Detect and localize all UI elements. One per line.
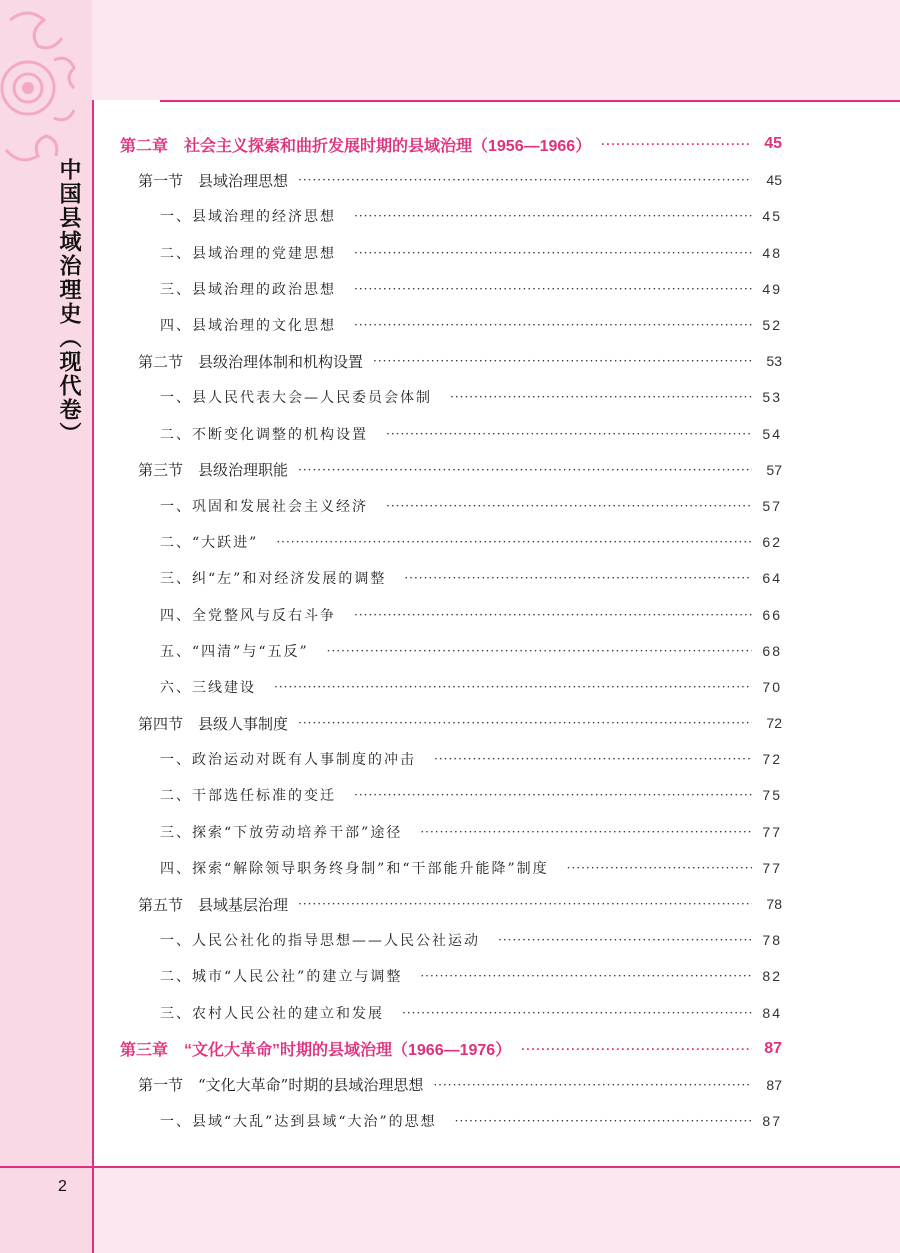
toc-page-number: 45 [764, 135, 782, 153]
toc-item-row [120, 958, 782, 994]
toc-item-row [120, 379, 782, 415]
toc-section-row [120, 705, 782, 741]
toc-page-number: 45 [762, 208, 782, 225]
toc-entry-title: 第二章 社会主义探索和曲折发展时期的县域治理（1956—1966） [120, 137, 592, 155]
toc-item-row [120, 777, 782, 813]
toc-leader-dots [298, 173, 752, 187]
toc-entry-title: 四、县域治理的文化思想 [160, 318, 336, 335]
toc-entry-title: 一、政治运动对既有人事制度的冲击 [160, 752, 416, 769]
toc-page-number: 77 [762, 823, 782, 840]
toc-leader-dots [298, 897, 752, 911]
toc-item-row [120, 416, 782, 452]
toc-section-row [120, 1067, 782, 1103]
toc-page-number: 49 [762, 280, 782, 297]
toc-entry-title: 二、“大跃进” [160, 535, 259, 552]
toc-item-row [120, 596, 782, 632]
toc-entry-title: 一、县域治理的经济思想 [160, 209, 336, 226]
toc-page-number: 75 [762, 787, 782, 804]
toc-item-row [120, 198, 782, 234]
toc-page-number: 70 [762, 678, 782, 695]
toc-leader-dots [450, 390, 752, 404]
toc-entry-title: 一、县人民代表大会—人民委员会体制 [160, 390, 432, 407]
toc-item-row [120, 307, 782, 343]
toc-section-row [120, 886, 782, 922]
toc-page-number: 72 [766, 715, 782, 732]
toc-item-row [120, 922, 782, 958]
toc-leader-dots [354, 209, 752, 223]
toc-page-number: 52 [762, 317, 782, 334]
toc-item-row [120, 995, 782, 1031]
footer-band [92, 1168, 900, 1253]
toc-entry-title: 三、纠“左”和对经济发展的调整 [160, 571, 387, 588]
toc-entry-title: 二、干部选任标准的变迁 [160, 788, 336, 805]
toc-item-row [120, 850, 782, 886]
toc-entry-title: 六、三线建设 [160, 679, 256, 696]
toc-item-row [120, 669, 782, 705]
toc-leader-dots [402, 1006, 752, 1020]
toc-leader-dots [354, 282, 752, 296]
toc-page-number: 87 [764, 1039, 782, 1057]
toc-page-number: 84 [762, 1004, 782, 1021]
toc-section-row [120, 452, 782, 488]
toc-entry-title: 二、城市“人民公社”的建立与调整 [160, 969, 403, 986]
toc-section-row [120, 162, 782, 198]
toc-leader-dots [601, 137, 752, 151]
footer-rule [0, 1166, 900, 1168]
toc-entry-title: 第二节 县级治理体制和机构设置 [138, 352, 364, 371]
header-band [92, 0, 900, 100]
toc-page-number: 57 [766, 461, 782, 478]
toc-item-row [120, 741, 782, 777]
toc-entry-title: 四、探索“解除领导职务终身制”和“干部能升能降”制度 [160, 860, 549, 877]
toc-page-number: 45 [766, 172, 782, 189]
toc-item-row [120, 235, 782, 271]
toc-page-number: 78 [762, 932, 782, 949]
toc-entry-title: 三、县域治理的政治思想 [160, 281, 336, 298]
toc-page-number: 82 [762, 968, 782, 985]
toc-entry-title: 第三章 “文化大革命”时期的县域治理（1966—1976） [120, 1042, 512, 1060]
toc-leader-dots [354, 788, 752, 802]
header-rule [160, 100, 900, 102]
toc-leader-dots [354, 608, 752, 622]
toc-leader-dots [567, 861, 752, 875]
toc-leader-dots [521, 1042, 752, 1056]
toc-page-number: 53 [766, 353, 782, 370]
toc-entry-title: 第四节 县级人事制度 [138, 714, 289, 733]
toc-page-number: 64 [762, 570, 782, 587]
toc-entry-title: 四、全党整风与反右斗争 [160, 607, 336, 624]
toc-entry-title: 三、农村人民公社的建立和发展 [160, 1005, 384, 1022]
toc-page-number: 72 [762, 751, 782, 768]
toc-entry-title: 第一节 “文化大革命”时期的县域治理思想 [138, 1076, 424, 1095]
toc-item-row [120, 560, 782, 596]
toc-leader-dots [354, 246, 752, 260]
toc-leader-dots [434, 752, 752, 766]
toc-leader-dots [298, 463, 752, 477]
toc-page-number: 62 [762, 534, 782, 551]
toc-page-number: 87 [762, 1113, 782, 1130]
toc-leader-dots [327, 644, 752, 658]
toc-leader-dots [298, 716, 752, 730]
toc-leader-dots [386, 427, 752, 441]
toc-entry-title: 第五节 县域基层治理 [138, 895, 289, 914]
toc-entry-title: 一、人民公社化的指导思想——人民公社运动 [160, 933, 480, 950]
toc-item-row [120, 524, 782, 560]
toc-leader-dots [420, 969, 752, 983]
toc-page-number: 57 [762, 497, 782, 514]
toc-entry-title: 一、县域“大乱”达到县域“大治”的思想 [160, 1114, 437, 1131]
left-rule [92, 100, 94, 1253]
toc-leader-dots [354, 318, 752, 332]
toc-leader-dots [498, 933, 752, 947]
toc-chapter-row [120, 1031, 782, 1067]
toc-item-row [120, 814, 782, 850]
toc-page-number: 78 [766, 896, 782, 913]
toc-entry-title: 三、探索“下放劳动培养干部”途径 [160, 824, 403, 841]
toc-item-row [120, 633, 782, 669]
vertical-book-title: 中国县域治理史（现代卷） [56, 158, 82, 446]
toc-entry-title: 二、不断变化调整的机构设置 [160, 426, 368, 443]
toc-page-number: 68 [762, 642, 782, 659]
toc-item-row [120, 271, 782, 307]
table-of-contents [120, 126, 782, 1139]
page-number: 2 [58, 1178, 67, 1195]
toc-leader-dots [386, 499, 752, 513]
toc-page-number: 48 [762, 244, 782, 261]
toc-page-number: 77 [762, 859, 782, 876]
toc-leader-dots [420, 825, 752, 839]
toc-item-row [120, 1103, 782, 1139]
toc-entry-title: 五、“四清”与“五反” [160, 643, 309, 660]
toc-chapter-row [120, 126, 782, 162]
toc-page-number: 54 [762, 425, 782, 442]
toc-leader-dots [276, 535, 752, 549]
toc-leader-dots [274, 680, 752, 694]
toc-page-number: 87 [766, 1076, 782, 1093]
toc-leader-dots [433, 1078, 752, 1092]
toc-item-row [120, 488, 782, 524]
toc-leader-dots [373, 354, 752, 368]
toc-entry-title: 第一节 县域治理思想 [138, 171, 289, 190]
toc-section-row [120, 343, 782, 379]
toc-entry-title: 第三节 县级治理职能 [138, 461, 289, 480]
toc-leader-dots [404, 571, 752, 585]
toc-entry-title: 一、巩固和发展社会主义经济 [160, 498, 368, 515]
toc-page-number: 53 [762, 389, 782, 406]
toc-leader-dots [455, 1114, 752, 1128]
toc-page-number: 66 [762, 606, 782, 623]
toc-entry-title: 二、县域治理的党建思想 [160, 245, 336, 262]
